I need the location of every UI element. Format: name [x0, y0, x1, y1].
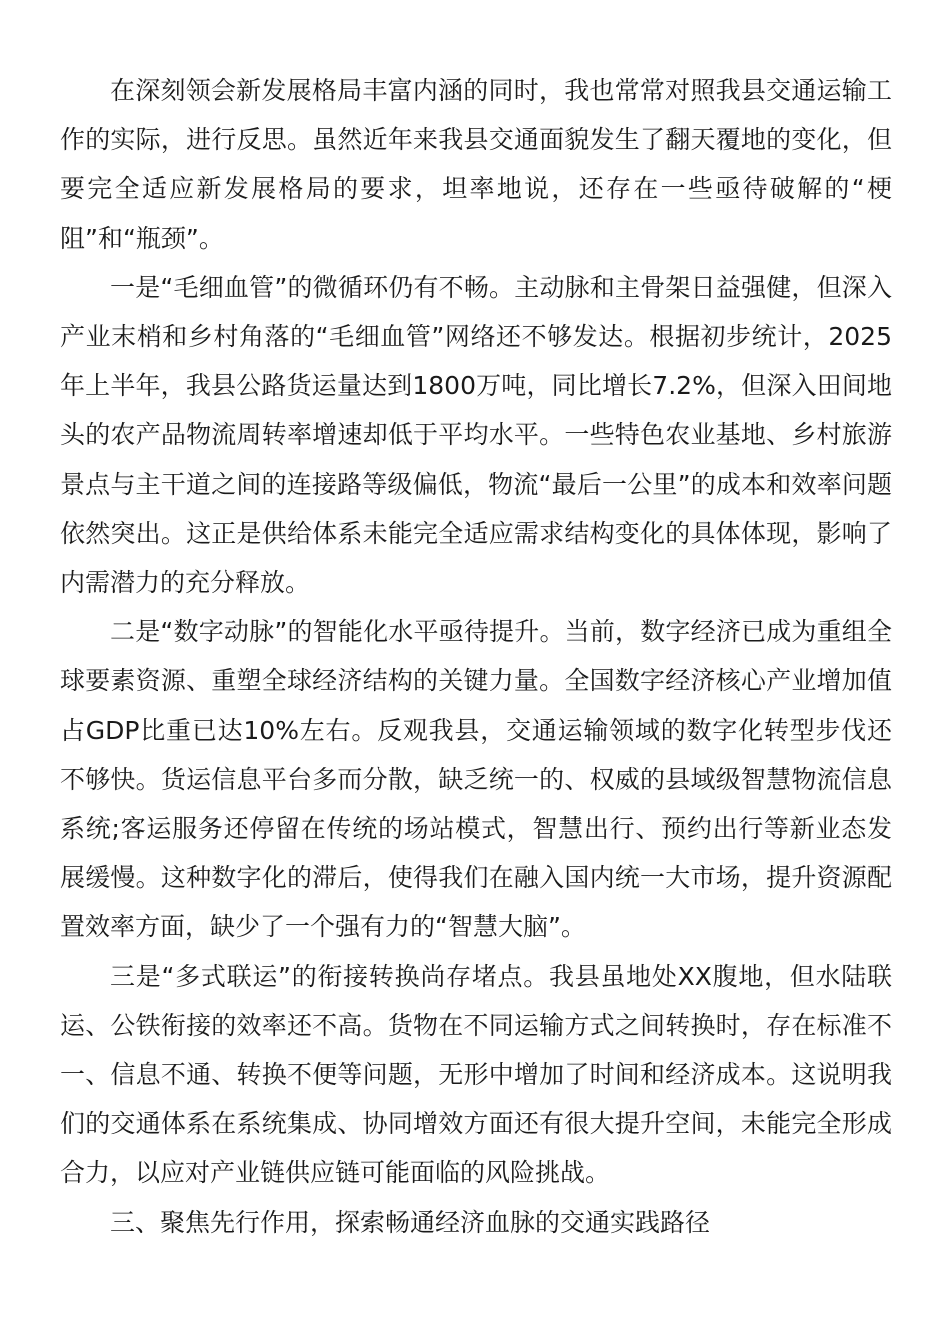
paragraph-capillary: 一是“毛细血管”的微循环仍有不畅。主动脉和主骨架日益强健，但深入产业末梢和乡村角落的“毛细血管”网络还不够发达。根据初步统计，2025年上半年，我县公路货运量达到1800万吨，同比增长7.2%，但深入田间地头的农产品物流周转率增速却低于平均水平。一些特色农业基地、乡村旅游景点与主干道之间的连接路等级偏低，物流“最后一公里”的成本和效率问题依然突出。这正是供给体系未能完全适应需求结构变化的具体体现，影响了内需潜力的充分释放。 [60, 272, 892, 598]
document-body [60, 66, 892, 1247]
section-heading: 三、聚焦先行作用，探索畅通经济血脉的交通实践路径 [110, 1207, 711, 1237]
paragraph-reflection: 在深刻领会新发展格局丰富内涵的同时，我也常常对照我县交通运输工作的实际，进行反思。虽然近年来我县交通面貌发生了翻天覆地的变化，但要完全适应新发展格局的要求，坦率地说，还存在一些亟待破解的“梗阻”和“瓶颈”。 [60, 76, 892, 253]
paragraph-digital: 二是“数字动脉”的智能化水平亟待提升。当前，数字经济已成为重组全球要素资源、重塑全球经济结构的关键力量。全国数字经济核心产业增加值占GDP比重已达10%左右。反观我县，交通运输领域的数字化转型步伐还不够快。货运信息平台多而分散，缺乏统一的、权威的县域级智慧物流信息系统;客运服务还停留在传统的场站模式，智慧出行、预约出行等新业态发展缓慢。这种数字化的滞后，使得我们在融入国内统一大市场，提升资源配置效率方面，缺少了一个强有力的“智慧大脑”。 [60, 617, 892, 942]
paragraph-multimodal: 三是“多式联运”的衔接转换尚存堵点。我县虽地处XX腹地，但水陆联运、公铁衔接的效率还不高。货物在不同运输方式之间转换时，存在标准不一、信息不通、转换不便等问题，无形中增加了时间和经济成本。这说明我们的交通体系在系统集成、协同增效方面还有很大提升空间，未能完全形成合力，以应对产业链供应链可能面临的风险挑战。 [60, 961, 892, 1188]
